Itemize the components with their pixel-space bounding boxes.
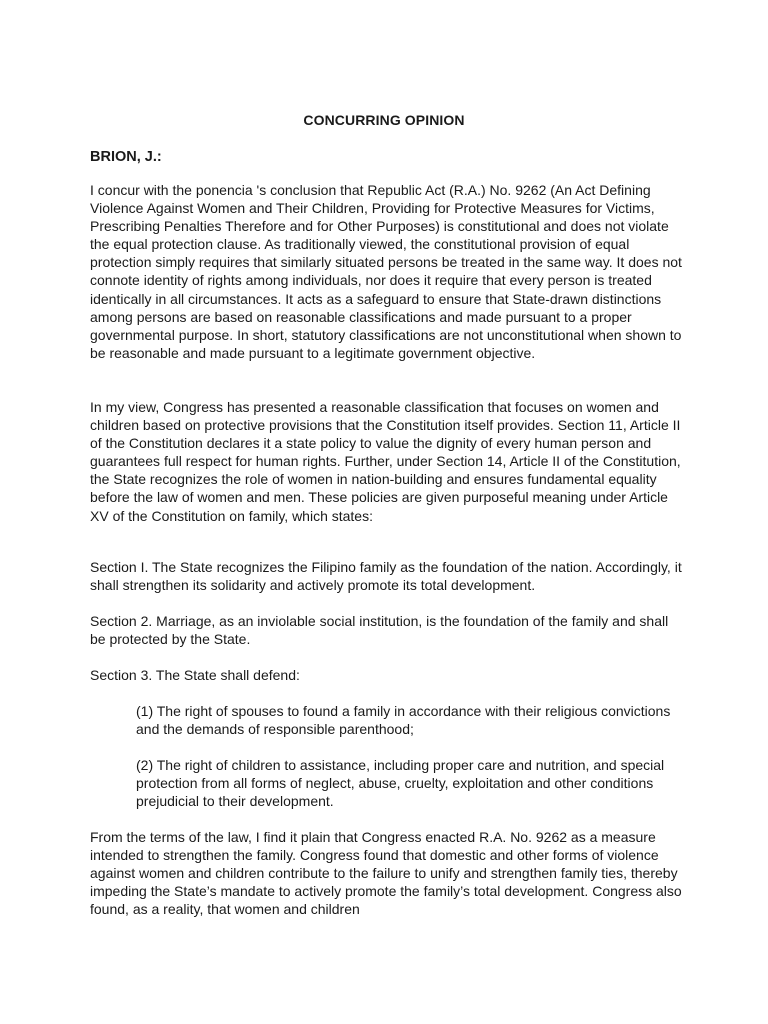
paragraph-section-3-item-1: (1) The right of spouses to found a family in accordance with their religious convictions and the demands of responsible parenthood; [136,703,671,738]
paragraph-equal-protection: I concur with the ponencia 's conclusion that Republic Act (R.A.) No. 9262 (An Act Defining Violence Against Women and Their Children, Providing for Protective Measures for Victims, Prescribing Penalties Therefore and for Other Purposes) is constitutional and does not violate the equal protection clause. As traditionally viewed, the constitutional provision of equal protection simply requires that similarly situated persons be treated in the same way. It does not connote identity of rights among individuals, nor does it require that every person is treated identically in all circumstances. It acts as a safeguard to ensure that State-drawn distinctions among persons are based on reasonable classifications and made pursuant to a proper governmental purpose. In short, statutory classifications are not unconstitutional when shown to be reasonable and made pursuant to a legitimate government objective. [90,182,682,361]
document-title: CONCURRING OPINION [303,112,465,128]
paragraph-section-3: Section 3. The State shall defend: [90,667,300,683]
paragraph-section-2: Section 2. Marriage, as an inviolable social institution, is the foundation of the family and shall be protected by the State. [90,613,669,648]
paragraph-section-3-item-2: (2) The right of children to assistance, including proper care and nutrition, and special protection from all forms of neglect, abuse, cruelty, exploitation and other conditions prejudicial to their development. [136,757,665,810]
paragraph-section-1: Section I. The State recognizes the Filipino family as the foundation of the nation. Accordingly, it shall strengthen its solidarity and actively promote its total development. [90,559,682,594]
opinion-author: BRION, J.: [90,149,162,165]
paragraph-reasonable-classification: In my view, Congress has presented a reasonable classification that focuses on women and children based on protective provisions that the Constitution itself provides. Section 11, Article II of the Constitution declares it a state policy to value the dignity of every human person and guarantees full respect for human rights. Further, under Section 14, Article II of the Constitution, the State recognizes the role of women in nation-building and ensures fundamental equality before the law of women and men. These policies are given purposeful meaning under Article XV of the Constitution on family, which states: [90,399,681,524]
paragraph-congress-findings: From the terms of the law, I find it plain that Congress enacted R.A. No. 9262 as a measure intended to strengthen the family. Congress found that domestic and other forms of violence against women and children contribute to the failure to unify and strengthen family ties, thereby impeding the State’s mandate to actively promote the family’s total development. Congress also found, as a reality, that women and children [90,829,682,918]
